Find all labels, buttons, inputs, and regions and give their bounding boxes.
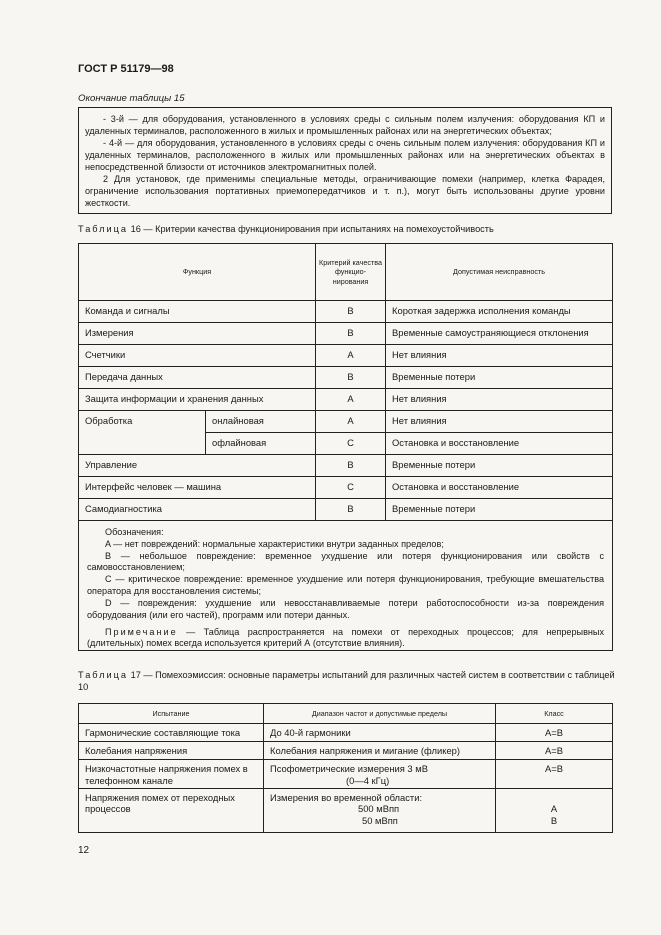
table17-caption: Таблица 17 — Помехоэмиссия: основные параметры испытаний для различных частей систем в соответствии с таблицей 10 [78, 670, 615, 692]
header-class: Класс [496, 704, 613, 724]
class-value: A [550, 803, 558, 815]
range-line: 50 мВпп [362, 814, 398, 826]
processing-cell: Обработка [79, 411, 206, 455]
legend-a: A — нет повреждений: нормальные характеристики внутри заданных пределов; [105, 538, 444, 549]
table-continuation-label: Окончание таблицы 15 [78, 93, 185, 104]
header-criterion: Критерий качества функцио-нирования [316, 244, 386, 301]
table-row: Самодиагностика B Временные потери [79, 499, 613, 521]
header-test: Испытание [79, 704, 264, 724]
table-row: офлайновая C Остановка и восстановление [79, 433, 613, 455]
legend-b: B — небольшое повреждение: временное ухудшение или потеря функционирования или свойств с самовосстановлением; [87, 550, 605, 573]
legend-c: C — критическое повреждение: временное ухудшение или потеря функционирования, требующие вмешательства оператора для восстановления системы; [87, 574, 605, 597]
header-fault: Допустимая неисправность [386, 244, 613, 301]
table-row: Команда и сигналы B Короткая задержка исполнения команды [79, 301, 613, 323]
table17 [78, 703, 613, 833]
table16-legend [79, 521, 613, 651]
table-row: Управление B Временные потери [79, 455, 613, 477]
note-line: - 3-й — для оборудования, установленного в условиях среды с сильным полем излучения: оборудования КП и удаленных терминалов, расположенного в жилых и промышленных районах или на энергетических объектах; [85, 114, 605, 136]
legend-title: Обозначения: [105, 527, 164, 537]
table-row: Колебания напряжения Колебания напряжения и мигание (фликер) A=B [79, 742, 613, 760]
table15-notes-box [78, 107, 612, 214]
table-row: Защита информации и хранения данных A Нет влияния [79, 389, 613, 411]
note-line: 2 Для установок, где применимы специальные методы, ограничивающие помехи (например, клетка Фарадея, ограничение использования портативных приемопередатчиков и т. п.), могут быть использованы другие уровни жесткости. [85, 174, 605, 208]
table-row: Измерения B Временные самоустраняющиеся отклонения [79, 323, 613, 345]
table16 [78, 243, 613, 651]
range-line: Измерения во временной области: [270, 792, 423, 803]
table-row-processing: Обработка онлайновая A Нет влияния [79, 411, 613, 433]
range-line: (0—4 кГц) [346, 774, 390, 786]
table-row: Низкочастотные напряжения помех в телефонном канале Псофометрические измерения 3 мВ (0—4 кГц) A=B [79, 760, 613, 789]
document-header: ГОСТ Р 51179—98 [78, 63, 174, 75]
class-value: B [550, 814, 558, 826]
table-row: Счетчики A Нет влияния [79, 345, 613, 367]
table-row: Интерфейс человек — машина C Остановка и восстановление [79, 477, 613, 499]
page-number: 12 [78, 845, 90, 856]
table-row: Передача данных B Временные потери [79, 367, 613, 389]
table-row: Гармонические составляющие тока До 40-й гармоники A=B [79, 724, 613, 742]
range-line: Псофометрические измерения 3 мВ [270, 763, 428, 775]
table16-note: Примечание — Таблица распространяется на помехи от переходных процессов; для непрерывных (длительных) помех всегда используется критерий А (отсутствие влияния). [87, 626, 605, 649]
header-function: Функция [79, 244, 316, 301]
table16-caption: Таблица 16 — Критерии качества функционирования при испытаниях на помехоустойчивость [78, 224, 494, 234]
note-line: - 4-й — для оборудования, установленного в условиях среды с очень сильным полем излучения: оборудования КП и удаленных терминалов, расположенного в жилых или промышленных районах или на энергетических объектах в непосредственной близости от источников электромагнитных полей. [85, 138, 605, 172]
table-row: Напряжения помех от переходных процессов Измерения во временной области: 500 мВпп 50 мВпп A B [79, 789, 613, 833]
header-range: Диапазон частот и допустимые пределы [264, 704, 496, 724]
range-line: 500 мВпп [358, 803, 400, 815]
legend-d: D — повреждения: ухудшение или невосстанавливаемые потери работоспособности из-за повреждения оборудования (или его частей), программ или потери данных. [87, 597, 605, 620]
